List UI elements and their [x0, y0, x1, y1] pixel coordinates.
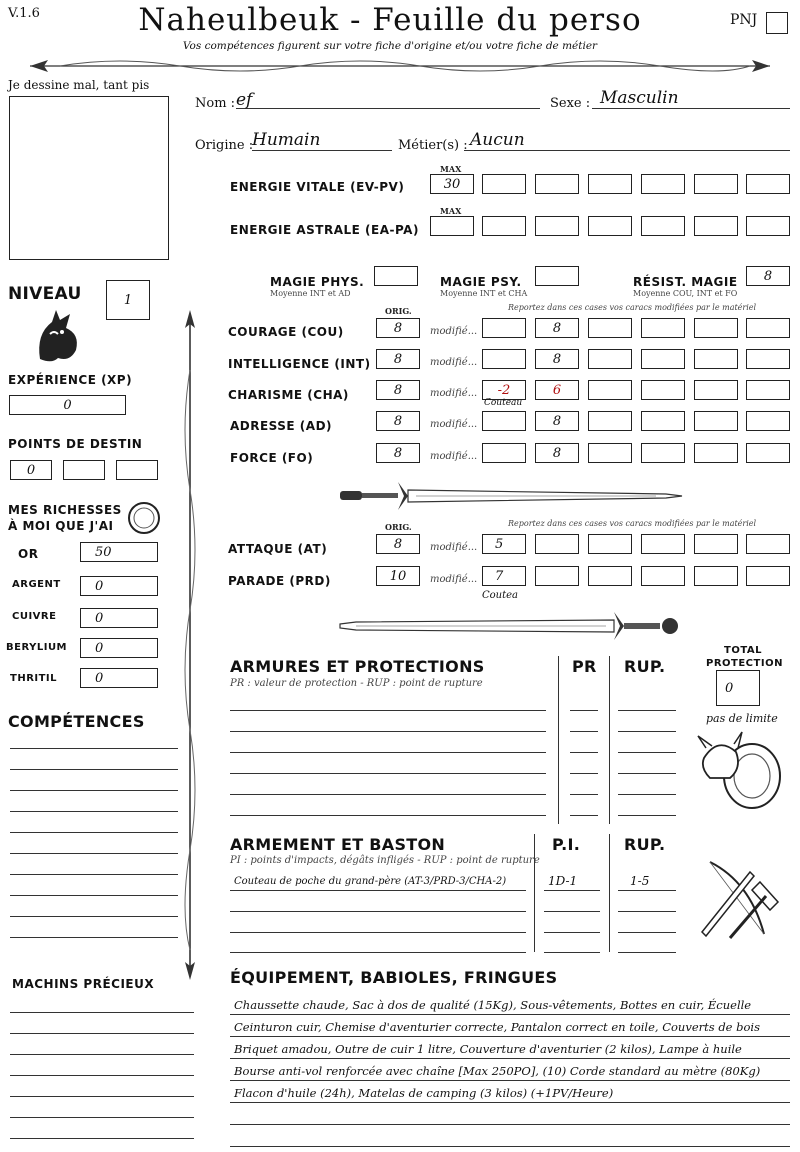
equipement-line-5[interactable]: Flacon d'huile (24h), Matelas de camping (3 kilos) (+1PV/Heure) [234, 1086, 614, 1100]
sword-icon [336, 478, 686, 514]
xp-box[interactable]: 0 [9, 395, 126, 415]
magie-psy-box[interactable] [535, 266, 579, 286]
total-protection-box[interactable]: 0 [716, 670, 760, 706]
attaque-modifie: modifié... [430, 542, 478, 553]
stat-mod2-fo[interactable]: 8 [535, 443, 579, 463]
destin-box-1[interactable]: 0 [10, 460, 52, 480]
stat-box-int-6[interactable] [746, 349, 790, 369]
dragon-icon [30, 304, 86, 364]
stat-mod1-cha[interactable]: -2 [482, 380, 526, 400]
or-label: OR [18, 547, 39, 561]
spear-ornament-vertical [178, 310, 202, 980]
stat-mod2-int[interactable]: 8 [535, 349, 579, 369]
stat-mod1-cou[interactable] [482, 318, 526, 338]
machins-label: MACHINS PRÉCIEUX [12, 977, 155, 991]
stat-box-cou-3[interactable] [588, 318, 632, 338]
stat-box-fo-5[interactable] [694, 443, 738, 463]
armement-divider-2 [609, 834, 610, 952]
parade-orig-box[interactable]: 10 [376, 566, 420, 586]
armement-note: PI : points d'impacts, dégâts infligés - RUP : point de rupture [230, 855, 540, 866]
attaque-orig-box[interactable]: 8 [376, 534, 420, 554]
stat-label-ad: ADRESSE (AD) [230, 419, 333, 433]
stat-mod1-int[interactable] [482, 349, 526, 369]
portrait-box[interactable] [9, 96, 169, 260]
stat-box-ad-3[interactable] [588, 411, 632, 431]
stat-orig-cou[interactable]: 8 [376, 318, 420, 338]
helmet-shield-icon [696, 728, 786, 812]
sexe-value: Masculin [600, 88, 679, 108]
resist-magie-note: Moyenne COU, INT et FO [633, 289, 738, 298]
destin-box-3[interactable] [116, 460, 158, 480]
armures-col-pr: PR [572, 657, 597, 676]
ev-box-3[interactable] [535, 174, 579, 194]
magie-phys-box[interactable] [374, 266, 418, 286]
pnj-checkbox[interactable] [766, 12, 788, 34]
argent-box[interactable]: 0 [80, 576, 158, 596]
attaque-box-2[interactable] [535, 534, 579, 554]
magie-phys-note: Moyenne INT et AD [270, 289, 351, 298]
stat-box-cha-4[interactable] [641, 380, 685, 400]
richesses-label-2: À MOI QUE J'AI [8, 519, 114, 533]
competences-label: COMPÉTENCES [8, 712, 145, 731]
armures-note: PR : valeur de protection - RUP : point de rupture [230, 678, 483, 689]
parade-box-5[interactable] [694, 566, 738, 586]
resist-magie-box[interactable]: 8 [746, 266, 790, 286]
stat-mod1-ad[interactable] [482, 411, 526, 431]
origine-label: Origine : [195, 138, 254, 153]
stat-modifie-cou: modifié... [430, 326, 478, 337]
stat-box-cha-3[interactable] [588, 380, 632, 400]
destin-box-2[interactable] [63, 460, 105, 480]
armures-divider-2 [609, 656, 610, 824]
stat-box-cou-4[interactable] [641, 318, 685, 338]
stat-orig-int[interactable]: 8 [376, 349, 420, 369]
stats-note: Reportez dans ces cases vos caracs modifiées par le matériel [508, 303, 757, 312]
stat-orig-fo[interactable]: 8 [376, 443, 420, 463]
stat-modifie-cha: modifié... [430, 388, 478, 399]
limit-note: pas de limite [706, 712, 778, 725]
equipement-line-3[interactable]: Briquet amadou, Outre de cuir 1 litre, Couverture d'aventurier (2 kilos), Lampe à huile [234, 1042, 742, 1056]
armures-title: ARMURES ET PROTECTIONS [230, 657, 485, 676]
stat-modifie-int: modifié... [430, 357, 478, 368]
stat-box-cha-6[interactable] [746, 380, 790, 400]
stat-label-cha: CHARISME (CHA) [228, 388, 349, 402]
origine-value: Humain [252, 130, 321, 150]
stat-label-fo: FORCE (FO) [230, 451, 314, 465]
equipement-line-2[interactable]: Ceinturon cuir, Chemise d'aventurier correcte, Pantalon correct en toile, Couverts de bois [234, 1020, 761, 1034]
stat-label-cou: COURAGE (COU) [228, 325, 344, 339]
richesses-label-1: MES RICHESSES [8, 503, 122, 517]
sword-icon-2 [336, 608, 686, 644]
nom-value: ef [236, 90, 253, 110]
cuivre-box[interactable]: 0 [80, 608, 158, 628]
weapon-rup[interactable]: 1-5 [630, 874, 650, 888]
attaque-box-6[interactable] [746, 534, 790, 554]
ev-max-label: MAX [440, 164, 462, 174]
equipement-blank-line[interactable] [230, 1146, 790, 1147]
armement-divider-1 [534, 834, 535, 952]
stat-mod1-fo[interactable] [482, 443, 526, 463]
parade-box-3[interactable] [588, 566, 632, 586]
equipement-line-4[interactable]: Bourse anti-vol renforcée avec chaîne [Max 250PO], (10) Corde standard au mètre (80Kg) [234, 1064, 761, 1078]
stat-box-cha-5[interactable] [694, 380, 738, 400]
metier-label: Métier(s) : [398, 138, 468, 153]
stat-box-int-3[interactable] [588, 349, 632, 369]
pnj-label: PNJ [730, 12, 758, 28]
equipement-line-1[interactable]: Chaussette chaude, Sac à dos de qualité (15Kg), Sous-vêtements, Bottes en cuir, Écuelle [234, 998, 752, 1012]
ev-label: ENERGIE VITALE (EV-PV) [230, 180, 405, 194]
version-label: V.1.6 [8, 6, 40, 21]
niveau-box[interactable]: 1 [106, 280, 150, 320]
stat-box-ad-4[interactable] [641, 411, 685, 431]
magie-psy-label: MAGIE PSY. [440, 275, 522, 289]
ea-box-2[interactable] [482, 216, 526, 236]
stat-orig-cha[interactable]: 8 [376, 380, 420, 400]
ev-box-5[interactable] [641, 174, 685, 194]
stat-mod2-cou[interactable]: 8 [535, 318, 579, 338]
armures-col-rup: RUP. [624, 657, 666, 676]
berylium-box[interactable]: 0 [80, 638, 158, 658]
berylium-label: BERYLIUM [6, 642, 68, 653]
ea-box-4[interactable] [588, 216, 632, 236]
ea-box-6[interactable] [694, 216, 738, 236]
stat-box-int-4[interactable] [641, 349, 685, 369]
ea-box-7[interactable] [746, 216, 790, 236]
resist-magie-label: RÉSIST. MAGIE [633, 275, 738, 289]
stat-mod2-ad[interactable]: 8 [535, 411, 579, 431]
cuivre-label: CUIVRE [12, 611, 57, 622]
sexe-field[interactable] [592, 88, 790, 109]
page-subtitle: Vos compétences figurent sur votre fiche d'origine et/ou votre fiche de métier [182, 40, 598, 52]
attaque-label: ATTAQUE (AT) [228, 542, 328, 556]
thritil-box[interactable]: 0 [80, 668, 158, 688]
total-protection-label-2: PROTECTION [706, 658, 783, 669]
nom-label: Nom : [195, 96, 236, 111]
or-box[interactable]: 50 [80, 542, 158, 562]
parade-modifie: modifié... [430, 574, 478, 585]
parade-box-6[interactable] [746, 566, 790, 586]
parade-box-2[interactable] [535, 566, 579, 586]
ev-box-6[interactable] [694, 174, 738, 194]
ev-box-7[interactable] [746, 174, 790, 194]
ea-label: ENERGIE ASTRALE (EA-PA) [230, 223, 419, 237]
origine-field[interactable] [252, 130, 392, 151]
ev-box-2[interactable] [482, 174, 526, 194]
equipement-blank-line[interactable] [230, 1124, 790, 1125]
armement-col-pi: P.I. [552, 835, 581, 854]
armures-divider-1 [558, 656, 559, 824]
attaque-box-3[interactable] [588, 534, 632, 554]
stat-mod2-cha[interactable]: 6 [535, 380, 579, 400]
combat-note: Reportez dans ces cases vos caracs modifiées par le matériel [508, 519, 757, 528]
armement-title: ARMEMENT ET BASTON [230, 835, 446, 854]
destin-label: POINTS DE DESTIN [8, 437, 143, 451]
stat-box-fo-4[interactable] [641, 443, 685, 463]
ea-max-label: MAX [440, 206, 462, 216]
stat-modifie-fo: modifié... [430, 451, 478, 462]
page-title: Naheulbeuk - Feuille du perso [138, 2, 642, 38]
xp-label: EXPÉRIENCE (XP) [8, 373, 133, 387]
nom-field[interactable] [236, 90, 540, 109]
ea-max-box[interactable] [430, 216, 474, 236]
coin-icon [126, 500, 162, 536]
parade-mod-box[interactable]: 7 [482, 566, 526, 586]
stat-box-cou-6[interactable] [746, 318, 790, 338]
stat-modifie-ad: modifié... [430, 419, 478, 430]
stat-orig-ad[interactable]: 8 [376, 411, 420, 431]
stat-box-int-5[interactable] [694, 349, 738, 369]
ev-box-4[interactable] [588, 174, 632, 194]
stat-box-fo-3[interactable] [588, 443, 632, 463]
argent-label: ARGENT [12, 579, 61, 590]
sexe-label: Sexe : [550, 96, 591, 111]
stat-box-cou-5[interactable] [694, 318, 738, 338]
armement-col-rup: RUP. [624, 835, 666, 854]
stat-label-int: INTELLIGENCE (INT) [228, 357, 371, 371]
metier-field[interactable] [464, 130, 790, 151]
metier-value: Aucun [470, 130, 525, 150]
magie-phys-label: MAGIE PHYS. [270, 275, 365, 289]
ea-box-5[interactable] [641, 216, 685, 236]
attaque-mod-box[interactable]: 5 [482, 534, 526, 554]
attaque-box-5[interactable] [694, 534, 738, 554]
weapons-icon [690, 852, 790, 944]
stat-box-ad-5[interactable] [694, 411, 738, 431]
equipement-title: ÉQUIPEMENT, BABIOLES, FRINGUES [230, 968, 558, 987]
combat-mod-note: Coutea [482, 590, 519, 601]
weapon-pi[interactable]: 1D-1 [548, 874, 578, 888]
attaque-box-4[interactable] [641, 534, 685, 554]
header-spear-ornament [0, 54, 800, 78]
stat-note-cha: Couteau [484, 398, 523, 408]
ev-max-box[interactable]: 30 [430, 174, 474, 194]
stat-box-ad-6[interactable] [746, 411, 790, 431]
portrait-caption: Je dessine mal, tant pis [8, 78, 150, 92]
combat-orig-label: ORIG. [385, 522, 412, 532]
total-protection-label-1: TOTAL [724, 645, 762, 656]
weapon-row[interactable]: Couteau de poche du grand-père (AT-3/PRD-3/CHA-2) [234, 876, 507, 887]
thritil-label: THRITIL [10, 673, 58, 684]
parade-box-4[interactable] [641, 566, 685, 586]
parade-label: PARADE (PRD) [228, 574, 331, 588]
stat-box-fo-6[interactable] [746, 443, 790, 463]
ea-box-3[interactable] [535, 216, 579, 236]
niveau-label: NIVEAU [8, 284, 82, 304]
stats-orig-label: ORIG. [385, 306, 412, 316]
magie-psy-note: Moyenne INT et CHA [440, 289, 528, 298]
